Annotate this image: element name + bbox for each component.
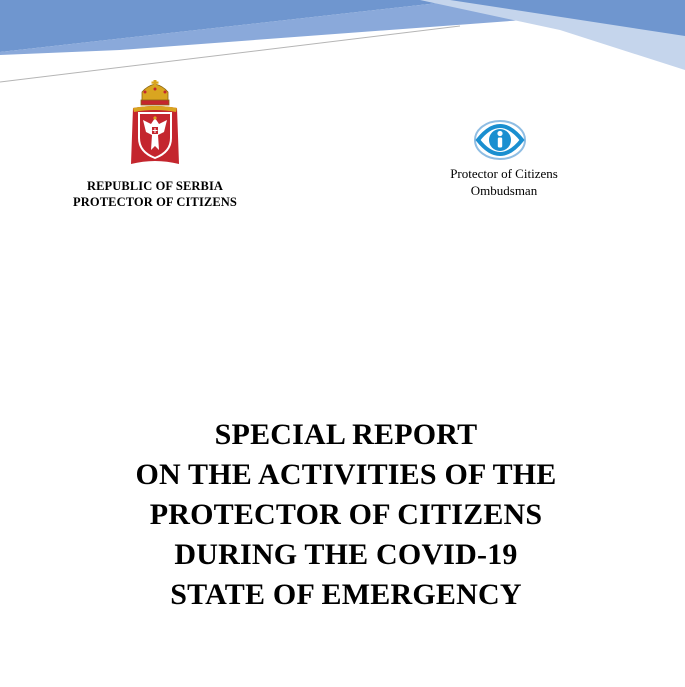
left-header bbox=[50, 178, 260, 210]
title-line: ON THE ACTIVITIES OF THE bbox=[135, 458, 557, 491]
title-line: DURING THE COVID-19 bbox=[174, 538, 518, 571]
ombudsman-eye-logo-icon bbox=[472, 116, 528, 164]
serbia-coat-of-arms-icon bbox=[129, 80, 181, 166]
decorative-banner bbox=[0, 0, 685, 90]
title-line: SPECIAL REPORT bbox=[214, 418, 478, 451]
title-line: PROTECTOR OF CITIZENS bbox=[149, 498, 543, 531]
protector-of-citizens-label: PROTECTOR OF CITIZENS bbox=[73, 195, 237, 209]
protector-of-citizens-caption: Protector of Citizens bbox=[450, 166, 558, 181]
republic-of-serbia-label: REPUBLIC OF SERBIA bbox=[86, 179, 224, 193]
ombudsman-caption: Ombudsman bbox=[470, 183, 538, 198]
right-header bbox=[424, 165, 584, 199]
report-title bbox=[40, 415, 652, 615]
title-line: STATE OF EMERGENCY bbox=[170, 578, 522, 611]
